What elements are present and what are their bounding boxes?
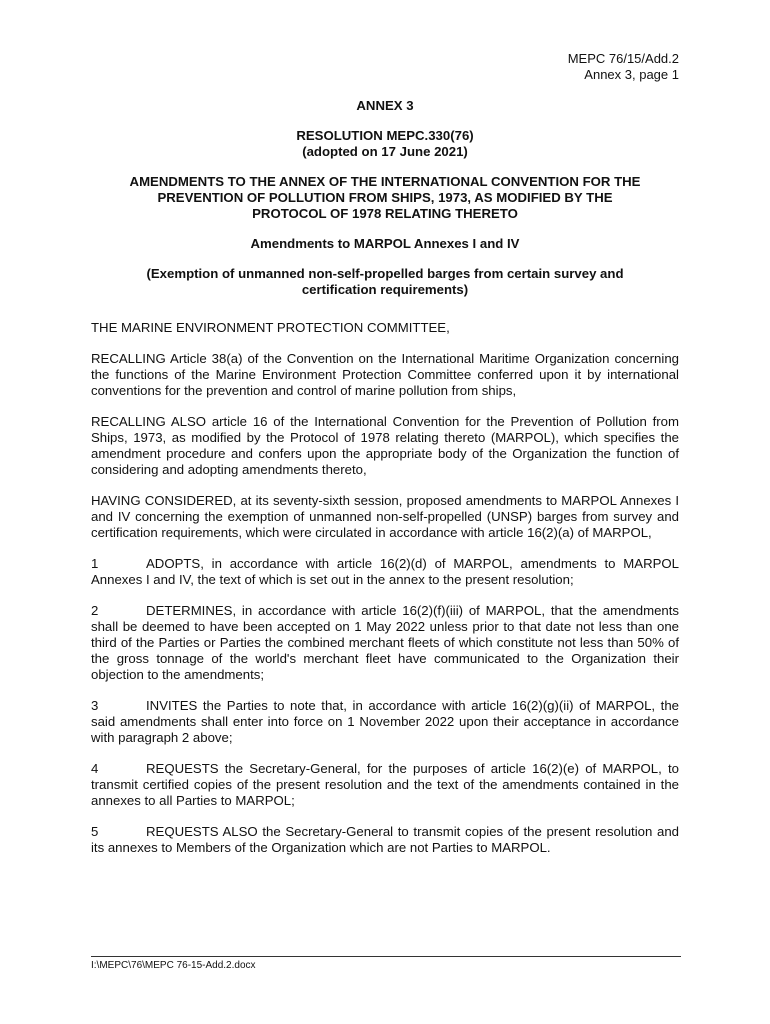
- page-reference: Annex 3, page 1: [584, 67, 679, 82]
- exemption-line-1: (Exemption of unmanned non-self-propelled barges from certain survey and: [146, 266, 624, 281]
- footer-divider: [91, 956, 681, 957]
- committee-line: THE MARINE ENVIRONMENT PROTECTION COMMITTEE,: [91, 320, 450, 335]
- recital-paragraph: RECALLING ALSO article 16 of the International Convention for the Prevention of Pollution from Ships, 1973, as modified by the Protocol of 1978 relating thereto (MARPOL), which specifies the amendment procedure and confers upon the appropriate body of the Organization the function of considering and adopting amendments thereto,: [91, 414, 679, 477]
- exemption-subtitle: [91, 266, 679, 298]
- amendments-title: [91, 174, 679, 222]
- operative-paragraph: [91, 556, 679, 588]
- paragraph-text: INVITES the Parties to note that, in accordance with article 16(2)(g)(ii) of MARPOL, the said amendments shall enter into force on 1 November 2022 upon their acceptance in accordance with paragraph 2 above;: [91, 698, 679, 745]
- paragraph-number: 5: [91, 824, 99, 839]
- exemption-line-2: certification requirements): [301, 282, 469, 297]
- amendments-subtitle: Amendments to MARPOL Annexes I and IV: [250, 236, 520, 251]
- recital-paragraph: RECALLING Article 38(a) of the Convention on the International Maritime Organization concerning the functions of the Marine Environment Protection Committee conferred upon it by international conventions for the prevention and control of marine pollution from ships,: [91, 351, 679, 398]
- operative-paragraph: [91, 603, 679, 683]
- amendments-title-line-2: PREVENTION OF POLLUTION FROM SHIPS, 1973, AS MODIFIED BY THE: [157, 190, 613, 205]
- footer-file-path: I:\MEPC\76\MEPC 76-15-Add.2.docx: [91, 960, 256, 971]
- paragraph-text: REQUESTS the Secretary-General, for the purposes of article 16(2)(e) of MARPOL, to transmit certified copies of the present resolution and the text of the amendments contained in the annexes to all Parties to MARPOL;: [91, 761, 679, 808]
- resolution-number: RESOLUTION MEPC.330(76): [296, 128, 474, 143]
- paragraph-number: 2: [91, 603, 99, 618]
- operative-paragraph: [91, 761, 679, 809]
- document-body: [91, 98, 679, 871]
- resolution-heading: [91, 128, 679, 160]
- paragraph-number: 1: [91, 556, 99, 571]
- adoption-date: (adopted on 17 June 2021): [302, 144, 468, 159]
- operative-paragraph: [91, 698, 679, 746]
- paragraph-number: 3: [91, 698, 99, 713]
- amendments-title-line-3: PROTOCOL OF 1978 RELATING THERETO: [252, 206, 518, 221]
- paragraph-text: DETERMINES, in accordance with article 16(2)(f)(iii) of MARPOL, that the amendments shall be deemed to have been accepted on 1 May 2022 unless prior to that date not less than one third of the Parties or Parties the combined merchant fleets of which constitute not less than 50% of the gross tonnage of the world's merchant fleet have communicated to the Organization their objection to the amendments;: [91, 603, 679, 682]
- operative-paragraph: [91, 824, 679, 856]
- annex-title: ANNEX 3: [356, 98, 414, 113]
- paragraph-number: 4: [91, 761, 99, 776]
- page-header: [568, 51, 679, 83]
- paragraph-text: ADOPTS, in accordance with article 16(2)(d) of MARPOL, amendments to MARPOL Annexes I and IV, the text of which is set out in the annex to the present resolution;: [91, 556, 679, 587]
- paragraph-text: REQUESTS ALSO the Secretary-General to transmit copies of the present resolution and its annexes to Members of the Organization which are not Parties to MARPOL.: [91, 824, 679, 855]
- document-reference: MEPC 76/15/Add.2: [567, 51, 679, 66]
- recital-paragraph: HAVING CONSIDERED, at its seventy-sixth session, proposed amendments to MARPOL Annexes I and IV concerning the exemption of unmanned non-self-propelled (UNSP) barges from survey and certification requirements, which were circulated in accordance with article 16(2)(a) of MARPOL,: [91, 493, 679, 540]
- amendments-title-line-1: AMENDMENTS TO THE ANNEX OF THE INTERNATIONAL CONVENTION FOR THE: [129, 174, 641, 189]
